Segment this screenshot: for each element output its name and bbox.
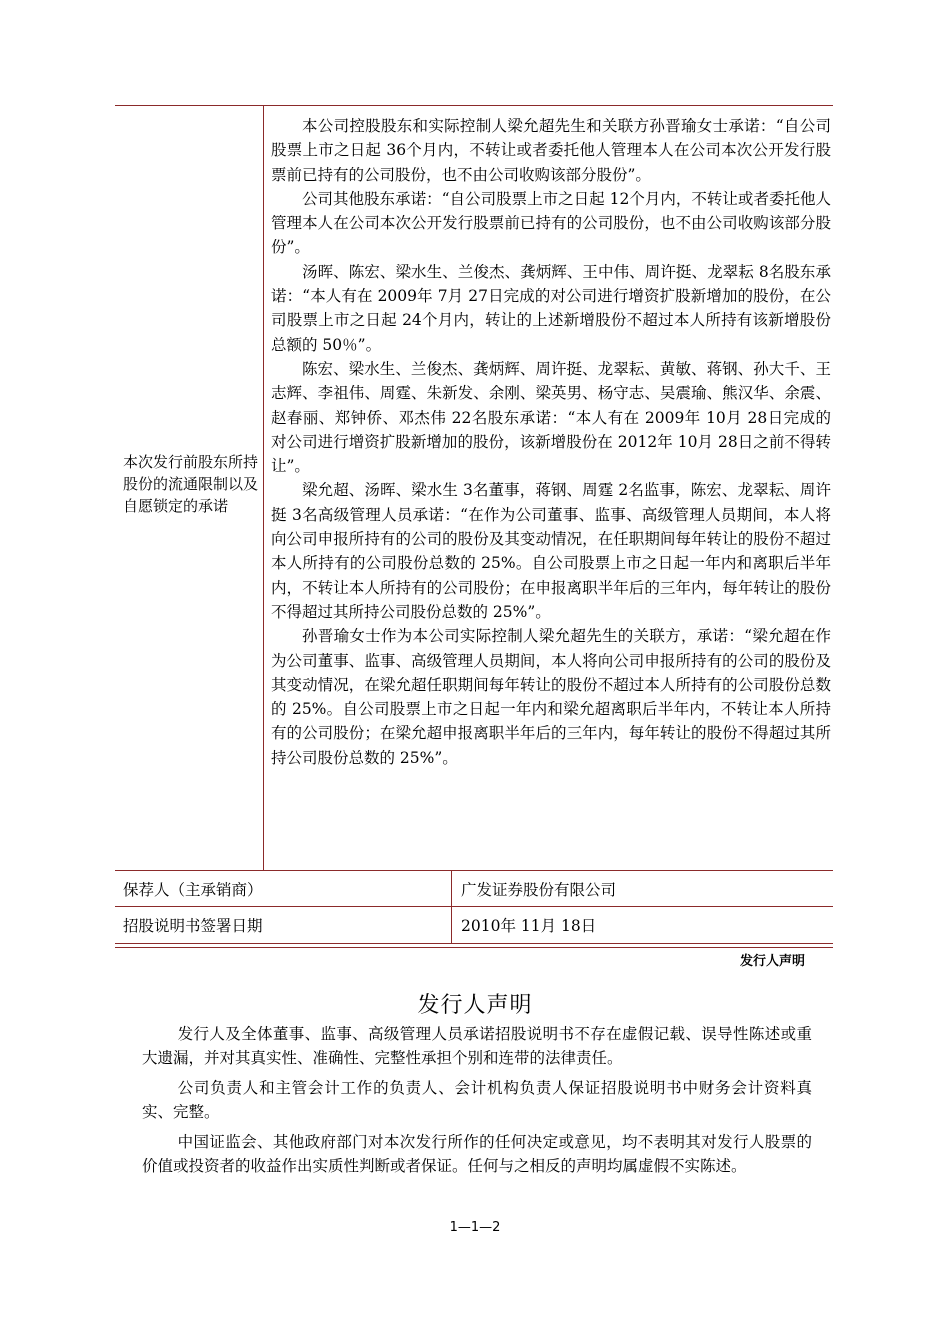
- lockup-paragraph: 本公司控股股东和实际控制人梁允超先生和关联方孙晋瑜女士承诺：“自公司股票上市之日起 36个月内，不转让或者委托他人管理本人在公司本次公开发行股票前已持有的公司股份，也不由公司收购该部分股份”。: [271, 117, 831, 184]
- declaration-title: 发行人声明: [417, 993, 533, 1018]
- row-divider: [115, 906, 833, 907]
- lockup-paragraph: 公司其他股东承诺：“自公司股票上市之日起 12个月内，不转让或者委托他人管理本人在公司本次公开发行股票前已持有的公司股份，也不由公司收购该部分股份”。: [271, 189, 831, 257]
- column-divider: [451, 871, 452, 943]
- column-divider: [263, 106, 264, 870]
- lockup-paragraph: 陈宏、梁水生、兰俊杰、龚炳辉、周许挺、龙翠耘、黄敏、蒋钢、孙大千、王志辉、李祖伟、周霆、朱新发、余刚、梁英男、杨守志、吴震瑜、熊汉华、余震、赵春丽、郑钟侨、邓杰伟 22名股东承诺：“本人有在 2009年 10月 28日完成的对公司进行增资扩股新增加的股份，该新增股份在 2012年 10月 28日之前不得转让”。: [271, 359, 831, 476]
- lockup-paragraph: 孙晋瑜女士作为本公司实际控制人梁允超先生的关联方，承诺：“梁允超在作为公司董事、监事、高级管理人员期间，本人将向公司申报所持有的公司的股份及其变动情况，在梁允超任职期间每年转让的股份不超过本人所持有的公司股份总数的 25%。自公司股票上市之日起一年内和梁允超离职后半年内，不转让本人所持有的公司股份；在梁允超申报离职半年后的三年内，每年转让的股份不得超过其所持公司股份总数的 25%”。: [271, 627, 831, 767]
- lockup-paragraph: 汤晖、陈宏、梁水生、兰俊杰、龚炳辉、王中伟、周许挺、龙翠耘 8名股东承诺：“本人有在 2009年 7月 27日完成的对公司进行增资扩股新增加的股份，在公司股票上市之日起 24个月内，转让的上述新增股份不超过本人所持有该新增股份总额的 50％”。: [271, 262, 831, 354]
- date-label: 招股说明书签署日期: [123, 917, 263, 935]
- date-value: 2010年 11月 18日: [461, 917, 597, 935]
- table-bottom-rule: [115, 943, 833, 948]
- sponsor-label: 保荐人（主承销商）: [123, 881, 263, 899]
- lockup-paragraph: 梁允超、汤晖、梁水生 3名董事，蒋钢、周霆 2名监事，陈宏、龙翠耘、周许挺 3名高级管理人员承诺：“在作为公司董事、监事、高级管理人员期间，本人将向公司申报所持有的公司的股份及其变动情况，在任职期间每年转让的股份不超过本人所持有的公司股份总数的 25%。自公司股票上市之日起一年内和离职后半年内，不转让本人所持有的公司股份；在申报离职半年后的三年内，每年转让的股份不得超过其所持公司股份总数的 25%”。: [271, 481, 831, 621]
- declaration-paragraph: 发行人及全体董事、监事、高级管理人员承诺招股说明书不存在虚假记载、误导性陈述或重大遗漏，并对其真实性、准确性、完整性承担个别和连带的法律责任。: [142, 1025, 812, 1067]
- lockup-content: [271, 114, 831, 770]
- sponsor-value: 广发证券股份有限公司: [461, 881, 617, 899]
- row-divider: [115, 870, 833, 871]
- page-number: 1—1—2: [449, 1220, 501, 1235]
- declaration-paragraph: 公司负责人和主管会计工作的负责人、会计机构负责人保证招股说明书中财务会计资料真实、完整。: [142, 1079, 812, 1121]
- declaration-paragraph: 中国证监会、其他政府部门对本次发行所作的任何决定或意见，均不表明其对发行人股票的价值或投资者的收益作出实质性判断或者保证。任何与之相反的声明均属虚假不实陈述。: [142, 1133, 812, 1175]
- lockup-row: [115, 106, 833, 870]
- lockup-label: 本次发行前股东所持股份的流通限制以及自愿锁定的承诺: [123, 453, 259, 515]
- declaration-body: [142, 1022, 812, 1184]
- section-header: 发行人声明: [739, 954, 805, 969]
